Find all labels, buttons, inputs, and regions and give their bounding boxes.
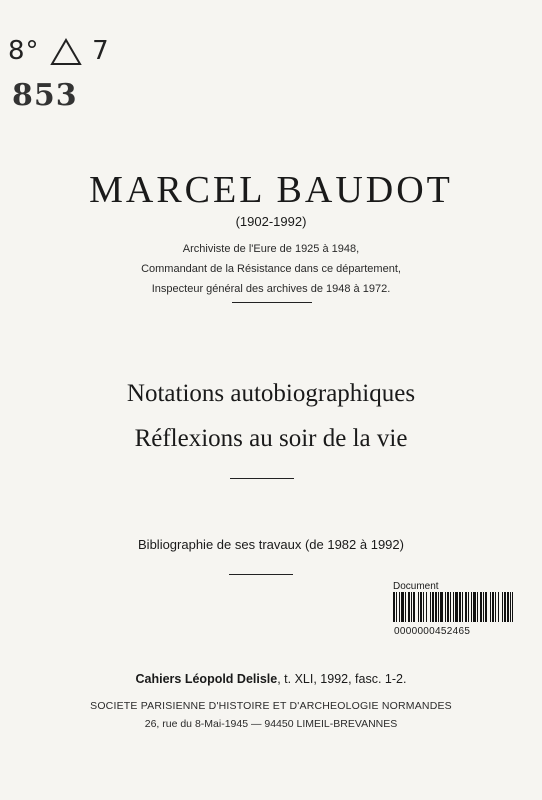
bio-line: Inspecteur général des archives de 1948 à 1972. (151, 283, 391, 295)
shelfmark (8, 36, 110, 67)
series-name: Cahiers Léopold Delisle (135, 672, 278, 686)
publisher-name: SOCIETE PARISIENNE D'HISTOIRE ET D'ARCHEOLOGIE NORMANDES (90, 700, 452, 712)
series-line (0, 672, 542, 686)
triangle-icon (49, 37, 83, 67)
title-line: Réflexions au soir de la vie (134, 425, 408, 452)
author-dates: (1902-1992) (235, 214, 307, 229)
barcode-number: 0000000452465 (394, 626, 471, 637)
barcode-icon (393, 592, 513, 622)
series-details: , t. XLI, 1992, fasc. 1-2. (277, 672, 407, 686)
title-line: Notations autobiographiques (126, 380, 416, 407)
author-name: MARCEL BAUDOT (89, 169, 453, 211)
shelfmark-prefix: 8° (8, 36, 40, 66)
divider (229, 574, 293, 575)
stamp-number: 853 (12, 78, 78, 113)
shelfmark-suffix: 7 (92, 36, 110, 66)
bibliography-line: Bibliographie de ses travaux (de 1982 à 1992) (138, 537, 404, 552)
barcode-label: Document (393, 581, 439, 592)
divider (230, 478, 294, 479)
bio-line: Commandant de la Résistance dans ce département, (141, 263, 401, 275)
publisher-address: 26, rue du 8-Mai-1945 — 94450 LIMEIL-BREVANNES (144, 718, 398, 730)
bio-line: Archiviste de l'Eure de 1925 à 1948, (182, 243, 360, 255)
divider (232, 302, 312, 303)
